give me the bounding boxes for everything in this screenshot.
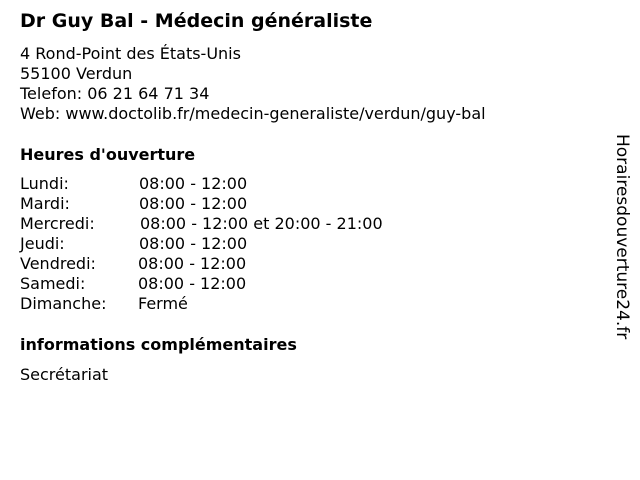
hours-day: Samedi: (20, 274, 86, 293)
hours-time: 08:00 - 12:00 (138, 254, 247, 273)
address-city: 55100 Verdun (20, 64, 133, 83)
hours-time: 08:00 - 12:00 (138, 274, 247, 293)
site-watermark: Horairesdouverture24.fr (612, 134, 632, 340)
address-street: 4 Rond-Point des États-Unis (20, 44, 241, 63)
additional-info-heading: informations complémentaires (20, 335, 297, 354)
hours-day: Jeudi: (20, 234, 65, 253)
hours-time: Fermé (138, 294, 188, 313)
phone-number: Telefon: 06 21 64 71 34 (20, 84, 210, 103)
additional-info-text: Secrétariat (20, 365, 109, 384)
opening-hours-heading: Heures d'ouverture (20, 145, 196, 164)
hours-day: Lundi: (20, 174, 69, 193)
hours-day: Mercredi: (20, 214, 95, 233)
hours-time: 08:00 - 12:00 et 20:00 - 21:00 (140, 214, 383, 233)
website-link: Web: www.doctolib.fr/medecin-generaliste/verdun/guy-bal (20, 104, 486, 123)
hours-day: Mardi: (20, 194, 70, 213)
hours-day: Dimanche: (20, 294, 107, 313)
page-title: Dr Guy Bal - Médecin généraliste (20, 10, 373, 32)
hours-time: 08:00 - 12:00 (139, 174, 248, 193)
hours-time: 08:00 - 12:00 (139, 194, 248, 213)
hours-day: Vendredi: (20, 254, 96, 273)
hours-time: 08:00 - 12:00 (139, 234, 248, 253)
